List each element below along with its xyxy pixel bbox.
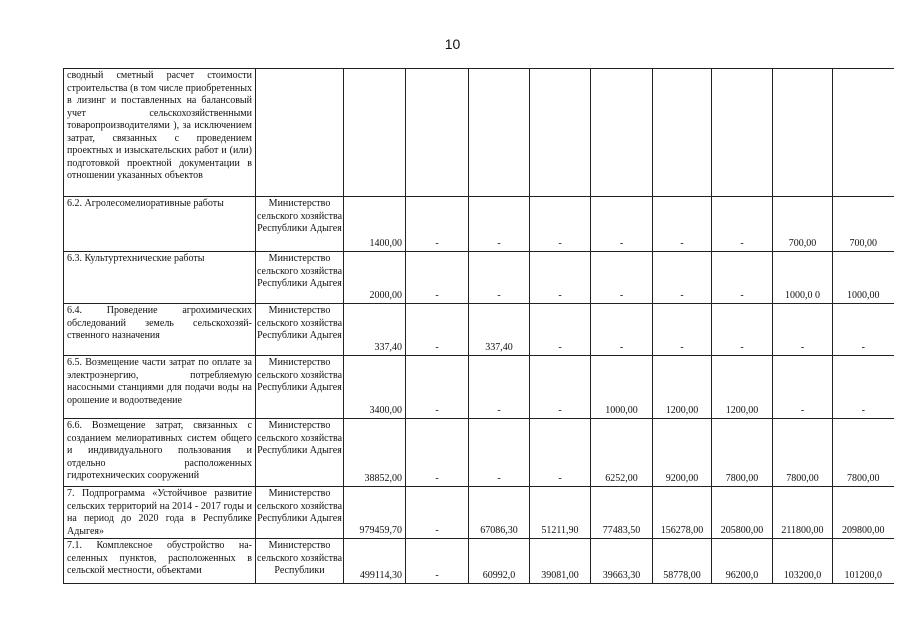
row-year-value: -: [469, 356, 530, 419]
row-year-value: -: [773, 356, 833, 419]
row-year-value: 39663,30: [591, 539, 653, 584]
row-year-value: 1000,0 0: [773, 252, 833, 304]
row-year-value: -: [712, 252, 773, 304]
table-row: [64, 252, 894, 304]
row-total-value: 979459,70: [344, 487, 406, 539]
row-year-value: -: [653, 252, 712, 304]
page-number: 10: [444, 36, 461, 52]
row-year-value: -: [591, 197, 653, 252]
budget-table: [63, 68, 894, 584]
row-description: 7.1. Комплексное обустройство населенных пунктов, расположенных в сельской местности, объектами: [64, 539, 256, 584]
row-description: 6.6. Возмещение затрат, связанных с созданием мелиоративных систем общего и индивидуального пользования и отдельно расположенных гидротехнических сооружений: [64, 419, 256, 487]
row-executor: Министерство сельского хозяйства Республики Адыгея: [256, 419, 344, 487]
row-year-value: -: [530, 419, 591, 487]
row-year-value: -: [469, 252, 530, 304]
row-year-value: -: [530, 252, 591, 304]
row-year-value: [773, 69, 833, 197]
row-year-value: 1000,00: [833, 252, 894, 304]
row-year-value: -: [406, 197, 469, 252]
row-year-value: -: [406, 252, 469, 304]
row-year-value: 209800,00: [833, 487, 894, 539]
table-row: [64, 539, 894, 584]
row-description: 6.5. Возмещение части затрат по оплате за электроэнергию, потребляемую насосными станциями для подачи воды на орошение и водоотведение: [64, 356, 256, 419]
row-total-value: 3400,00: [344, 356, 406, 419]
row-year-value: 103200,0: [773, 539, 833, 584]
row-year-value: [591, 69, 653, 197]
row-year-value: -: [530, 197, 591, 252]
row-year-value: 337,40: [469, 304, 530, 356]
row-year-value: 205800,00: [712, 487, 773, 539]
row-year-value: -: [591, 252, 653, 304]
row-executor: Министерство сельского хозяйства Республики Адыгея: [256, 252, 344, 304]
row-description: 7. Подпрограмма «Устойчивое развитие сельских территорий на 2014 - 2017 годы и на период до 2020 года в Республике Адыгея»: [64, 487, 256, 539]
table-row: [64, 304, 894, 356]
row-year-value: 1200,00: [653, 356, 712, 419]
row-year-value: [833, 69, 894, 197]
row-year-value: -: [406, 356, 469, 419]
row-year-value: [469, 69, 530, 197]
row-year-value: -: [653, 197, 712, 252]
row-year-value: 700,00: [773, 197, 833, 252]
row-executor: Министерство сельского хозяйства Республики Адыгея: [256, 356, 344, 419]
row-year-value: 9200,00: [653, 419, 712, 487]
row-description: 6.3. Культуртехнические работы: [64, 252, 256, 304]
row-year-value: 7800,00: [833, 419, 894, 487]
row-total-value: 337,40: [344, 304, 406, 356]
table-row: [64, 69, 894, 197]
row-executor: Министерство сельского хозяйства Республики Адыгея: [256, 487, 344, 539]
row-year-value: 1000,00: [591, 356, 653, 419]
row-year-value: -: [406, 539, 469, 584]
row-year-value: -: [653, 304, 712, 356]
row-year-value: -: [591, 304, 653, 356]
row-year-value: [406, 69, 469, 197]
row-total-value: 2000,00: [344, 252, 406, 304]
row-year-value: 1200,00: [712, 356, 773, 419]
row-year-value: 77483,50: [591, 487, 653, 539]
row-description: 6.2. Агролесомелиоративные работы: [64, 197, 256, 252]
row-year-value: [530, 69, 591, 197]
table-row: [64, 356, 894, 419]
row-executor: [256, 69, 344, 197]
row-executor: Министерство сельского хозяйства Республики Адыгея: [256, 304, 344, 356]
table-row: [64, 197, 894, 252]
row-year-value: -: [833, 356, 894, 419]
row-total-value: [344, 69, 406, 197]
row-executor: Министерство сельского хозяйства Республики Адыгея: [256, 197, 344, 252]
row-total-value: 38852,00: [344, 419, 406, 487]
table-row: [64, 487, 894, 539]
row-year-value: -: [530, 304, 591, 356]
row-year-value: 700,00: [833, 197, 894, 252]
row-year-value: -: [712, 304, 773, 356]
row-year-value: -: [530, 356, 591, 419]
row-executor: Министерство сельского хозяйства Республики: [256, 539, 344, 584]
row-year-value: -: [406, 487, 469, 539]
row-year-value: -: [469, 197, 530, 252]
row-year-value: -: [406, 304, 469, 356]
row-description: 6.4. Проведение агрохимических обследований земель сельскохозяйственного назначения: [64, 304, 256, 356]
row-year-value: 67086,30: [469, 487, 530, 539]
row-year-value: 6252,00: [591, 419, 653, 487]
table-row: [64, 419, 894, 487]
row-year-value: -: [773, 304, 833, 356]
row-year-value: 58778,00: [653, 539, 712, 584]
row-year-value: 156278,00: [653, 487, 712, 539]
row-year-value: [712, 69, 773, 197]
row-year-value: -: [712, 197, 773, 252]
row-year-value: 211800,00: [773, 487, 833, 539]
row-year-value: 51211,90: [530, 487, 591, 539]
row-year-value: 39081,00: [530, 539, 591, 584]
row-year-value: -: [406, 419, 469, 487]
row-total-value: 1400,00: [344, 197, 406, 252]
row-year-value: 60992,0: [469, 539, 530, 584]
row-year-value: 7800,00: [773, 419, 833, 487]
row-year-value: 101200,0: [833, 539, 894, 584]
row-description: сводный сметный расчет стоимости строительства (в том числе приобретенных в лизинг и поставленных на балансовый учет сельскохозяйственными товаропроизводителями ), за исключением затрат, связанных с проведением проектных и изыскательских работ и (или) подготовкой проектной документации в отношении указанных объектов: [64, 69, 256, 197]
row-year-value: [653, 69, 712, 197]
row-total-value: 499114,30: [344, 539, 406, 584]
row-year-value: -: [833, 304, 894, 356]
row-year-value: 7800,00: [712, 419, 773, 487]
row-year-value: 96200,0: [712, 539, 773, 584]
row-year-value: -: [469, 419, 530, 487]
